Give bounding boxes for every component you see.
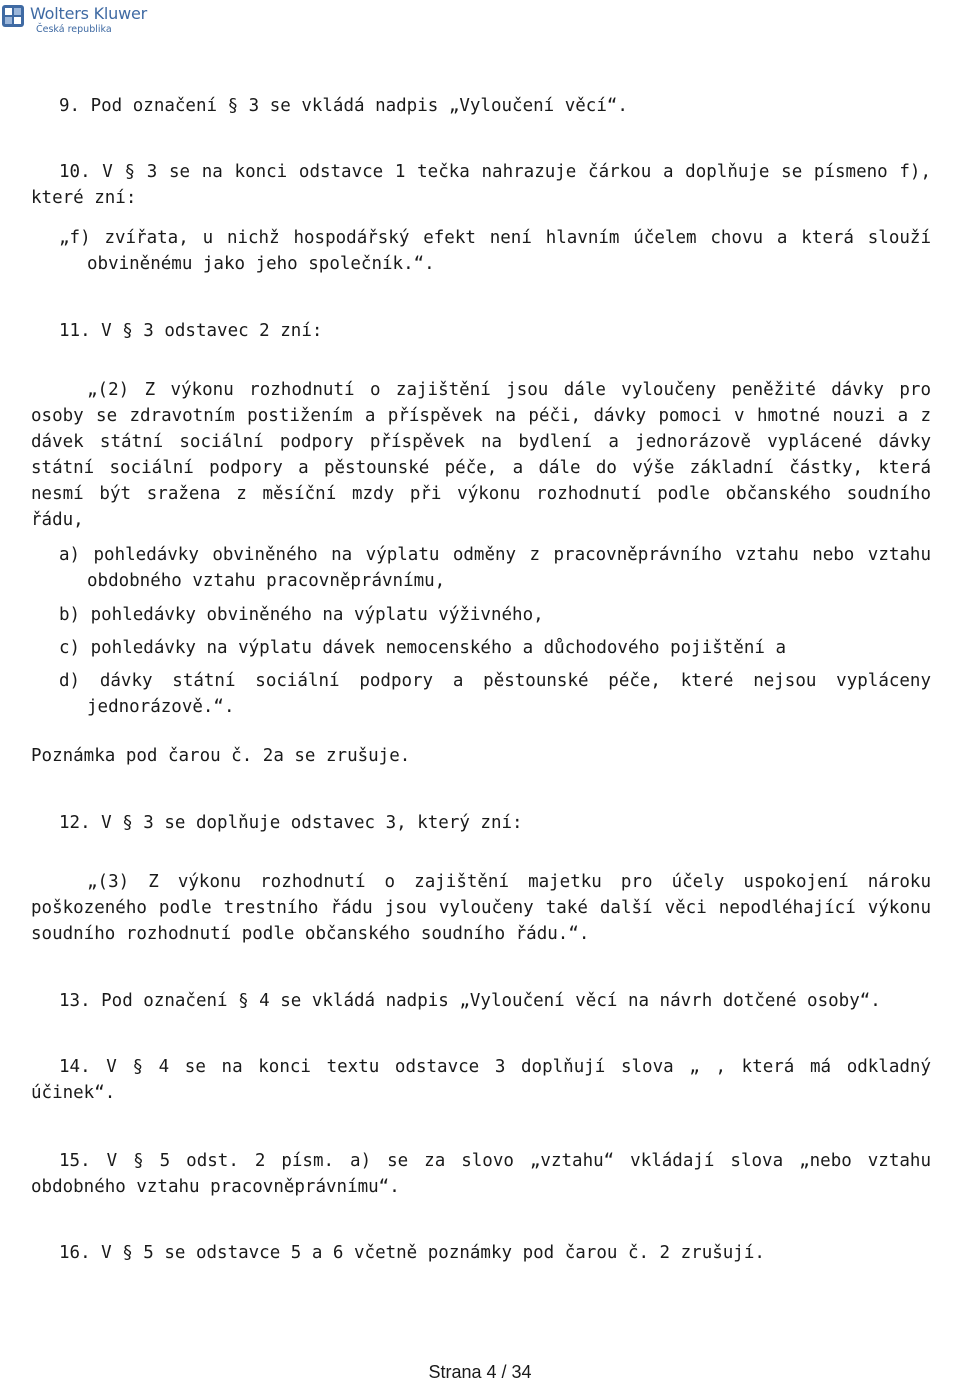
point-11-letter-b: b) pohledávky obviněného na výplatu výživného, xyxy=(59,605,544,625)
page-number: Strana 4 / 34 xyxy=(428,1362,532,1382)
wolters-kluwer-logo-icon xyxy=(2,5,24,27)
point-12-quote: „(3) Z výkonu rozhodnutí o zajištění majetku pro účely uspokojení nároku poškozeného podle trestního řádu jsou vyloučeny také další věci nepodléhající výkonu soudního rozhodnutí podle občanského soudního řádu.“. xyxy=(31,872,931,944)
point-11-quote: „(2) Z výkonu rozhodnutí o zajištění jsou dále vyloučeny peněžité dávky pro osoby se zdravotním postižením a příspěvek na péči, dávky pomoci v hmotné nouzi a z dávek státní sociální podpory příspěvek na bydlení a jednorázově vyplácené dávky státní sociální podpory a pěstounské péče, a dále do výše základní částky, která nesmí být sražena z měsíční mzdy při výkonu rozhodnutí podle občanského soudního řádu, xyxy=(31,380,931,530)
point-13: 13. Pod označení § 4 se vkládá nadpis „Vyloučení věcí na návrh dotčené osoby“. xyxy=(59,991,881,1011)
footnote-note: Poznámka pod čarou č. 2a se zrušuje. xyxy=(31,746,411,766)
point-11: 11. V § 3 odstavec 2 zní: xyxy=(59,321,323,341)
point-16: 16. V § 5 se odstavce 5 a 6 včetně poznámky pod čarou č. 2 zrušují. xyxy=(59,1243,765,1263)
point-14: 14. V § 4 se na konci textu odstavce 3 doplňují slova „ , která má odkladný účinek“. xyxy=(31,1057,931,1103)
brand-subtitle: Česká republika xyxy=(36,24,112,35)
point-10-letter-f: „f) zvířata, u nichž hospodářský efekt není hlavním účelem chovu a která slouží obviněnému jako jeho společník.“. xyxy=(59,228,931,274)
brand-name: Wolters Kluwer xyxy=(30,4,148,23)
point-9: 9. Pod označení § 3 se vkládá nadpis „Vyloučení věcí“. xyxy=(59,96,628,116)
point-11-letter-d: d) dávky státní sociální podpory a pěstounské péče, které nejsou vypláceny jednorázově.“. xyxy=(59,671,931,717)
point-15: 15. V § 5 odst. 2 písm. a) se za slovo „vztahu“ vkládají slova „nebo vztahu obdobného vztahu pracovněprávnímu“. xyxy=(31,1151,931,1197)
point-11-letter-a: a) pohledávky obviněného na výplatu odměny z pracovněprávního vztahu nebo vztahu obdobného vztahu pracovněprávnímu, xyxy=(59,545,931,591)
point-10: 10. V § 3 se na konci odstavce 1 tečka nahrazuje čárkou a doplňuje se písmeno f), které zní: xyxy=(31,162,931,208)
point-12: 12. V § 3 se doplňuje odstavec 3, který zní: xyxy=(59,813,523,833)
point-11-letter-c: c) pohledávky na výplatu dávek nemocenského a důchodového pojištění a xyxy=(59,638,786,658)
